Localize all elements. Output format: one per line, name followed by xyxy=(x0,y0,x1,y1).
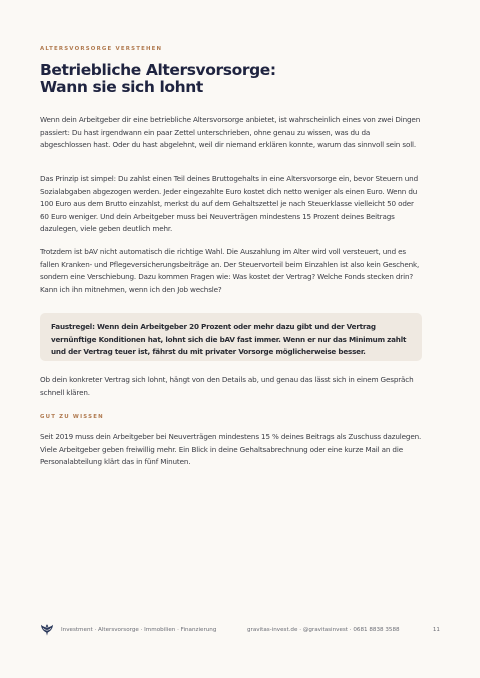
footer-services: Investment · Altersvorsorge · Immobilien · Finanzierung xyxy=(61,627,217,633)
closing-paragraph: Ob dein konkreter Vertrag sich lohnt, hängt von den Details ab, und genau das lässt sich in einem Gespräch schnell klären. xyxy=(40,375,414,397)
section-label: ALTERSVORSORGE VERSTEHEN xyxy=(40,46,163,52)
page-title-line1: Betriebliche Altersvorsorge: xyxy=(40,61,276,79)
footer-contact: gravitas-invest.de · @gravitasinvest · 0681 8838 3588 xyxy=(247,627,400,633)
caveat-paragraph: Trotzdem ist bAV nicht automatisch die richtige Wahl. Die Auszahlung im Alter wird voll versteuert, und es fallen Kranken- und Pflegeversicherungsbeiträge an. Der Steuervorteil beim Einzahlen ist also kein Geschenk, sondern eine Verschiebung. Dazu kommen Fragen wie: Was kostet der Vertrag? Welche Fonds stecken drin? Kann ich ihn mitnehmen, wenn ich den Job wechsle? xyxy=(40,247,420,294)
rule-of-thumb-text: Faustregel: Wenn dein Arbeitgeber 20 Prozent oder mehr dazu gibt und der Vertrag vernünftige Konditionen hat, lohnt sich die bAV fast immer. Wenn er nur das Minimum zahlt und der Vertrag teuer ist, fährst du mit privater Vorsorge möglicherweise besser. xyxy=(51,322,407,356)
page-title-line2: Wann sie sich lohnt xyxy=(40,78,203,96)
principle-paragraph: Das Prinzip ist simpel: Du zahlst einen Teil deines Bruttogehalts in eine Altersvorsorge ein, bevor Steuern und Sozialabgaben abgezogen werden. Jeder eingezahlte Euro kostet dich netto weniger als einen Euro. Wenn du 100 Euro aus dem Brutto einzahlst, merkst du auf dem Gehaltszettel je nach Steuerklasse vielleicht 50 oder 60 Euro weniger. Und dein Arbeitgeber muss bei Neuverträgen mindestens 15 Prozent deines Beitrags dazulegen, viele geben deutlich mehr. xyxy=(40,174,418,234)
intro-paragraph: Wenn dein Arbeitgeber dir eine betriebliche Altersvorsorge anbietet, ist wahrscheinlich eines von zwei Dingen passiert: Du hast irgendwann ein paar Zettel unterschrieben, ohne genau zu wissen, was du da abgeschlossen hast. Oder du hast abgelehnt, weil dir niemand erklären konnte, warum das sinnvoll sein soll. xyxy=(40,115,421,150)
good-to-know-text: Seit 2019 muss dein Arbeitgeber bei Neuverträgen mindestens 15 % deines Beitrags als Zuschuss dazulegen. Viele Arbeitgeber geben freiwillig mehr. Ein Blick in deine Gehaltsabrechnung oder eine kurze Mail an die Personalabteilung klärt das in fünf Minuten. xyxy=(40,432,422,467)
page-title xyxy=(40,62,340,96)
page-footer xyxy=(40,623,440,637)
page-number: 11 xyxy=(432,627,440,633)
rule-of-thumb-callout xyxy=(40,313,422,361)
good-to-know-label: GUT ZU WISSEN xyxy=(40,414,104,420)
eagle-logo-icon xyxy=(40,623,54,637)
